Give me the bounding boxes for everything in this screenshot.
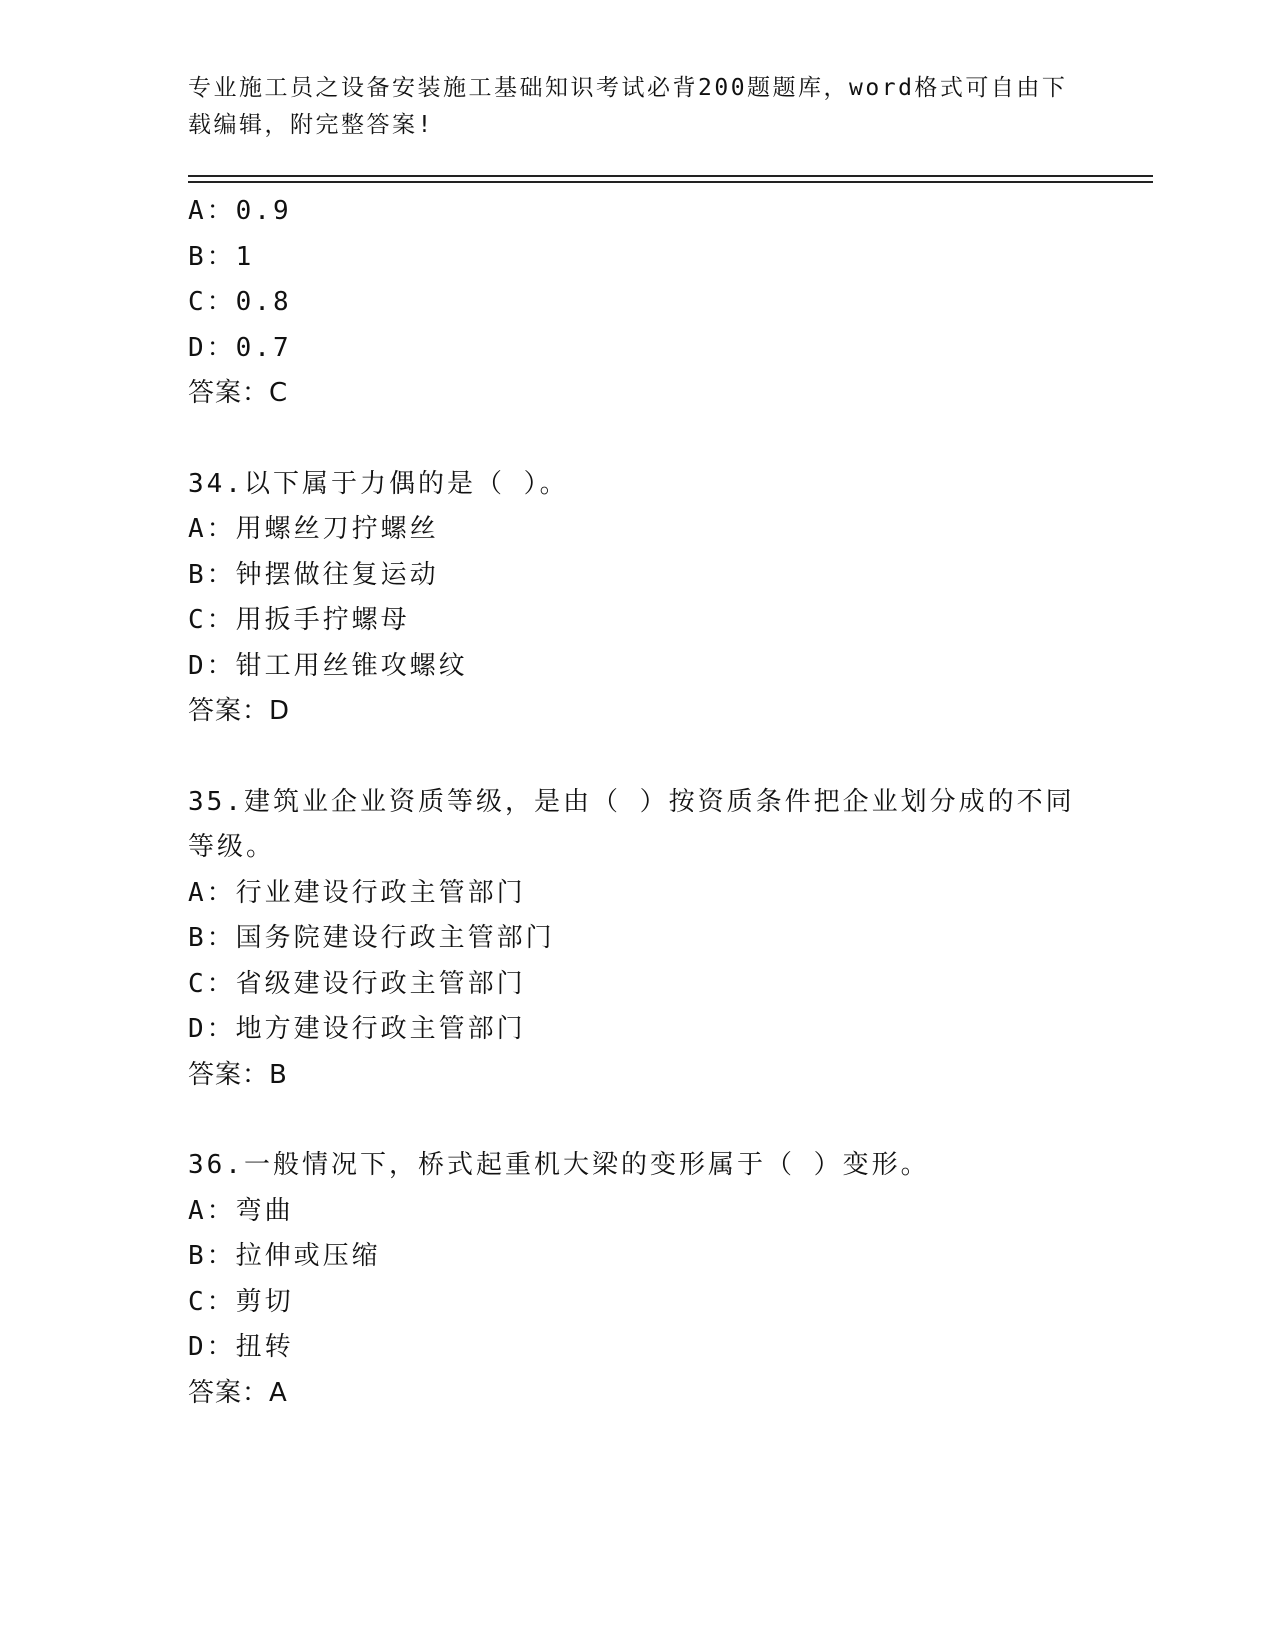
option-b: B：钟摆做往复运动: [188, 559, 439, 590]
option-c: C：0.8: [188, 287, 292, 317]
option-a: A：0.9: [188, 196, 292, 226]
header-divider-top: [188, 175, 1153, 177]
option-b: B：拉伸或压缩: [188, 1241, 381, 1271]
header-title: 专业施工员之设备安装施工基础知识考试必背200题题库，word格式可自由下载编辑，附完整答案!: [188, 75, 1068, 138]
option-a: A：弯曲: [188, 1195, 294, 1226]
question-list: [188, 189, 1088, 1416]
option-c: C：省级建设行政主管部门: [188, 968, 526, 999]
question-stem: 35.建筑业企业资质等级，是由（ ）按资质条件把企业划分成的不同等级。: [188, 786, 1075, 862]
question-stem: 34.以下属于力偶的是（ ）。: [188, 468, 569, 499]
header-divider-bottom: [188, 181, 1153, 183]
answer-line: 答案：C: [188, 378, 289, 408]
option-a: A：行业建设行政主管部门: [188, 877, 526, 908]
option-c: C：剪切: [188, 1286, 294, 1317]
answer-line: 答案：A: [188, 1377, 288, 1408]
option-d: D：扭转: [188, 1332, 294, 1362]
answer-line: 答案：B: [188, 1059, 288, 1090]
question-stem: 36.一般情况下，桥式起重机大梁的变形属于（ ）变形。: [188, 1150, 930, 1180]
option-d: D：地方建设行政主管部门: [188, 1014, 526, 1044]
option-b: B：国务院建设行政主管部门: [188, 923, 555, 953]
question-block-35: [188, 780, 1088, 1099]
option-b: B：1: [188, 241, 255, 272]
document-header: [188, 70, 1088, 144]
question-block-34: [188, 462, 1088, 735]
question-block-36: [188, 1143, 1088, 1416]
option-a: A：用螺丝刀拧螺丝: [188, 514, 439, 544]
option-d: D：钳工用丝锥攻螺纹: [188, 650, 468, 681]
question-block-33: [188, 189, 1088, 417]
answer-line: 答案：D: [188, 696, 291, 726]
option-d: D：0.7: [188, 332, 292, 363]
option-c: C：用扳手拧螺母: [188, 605, 410, 635]
